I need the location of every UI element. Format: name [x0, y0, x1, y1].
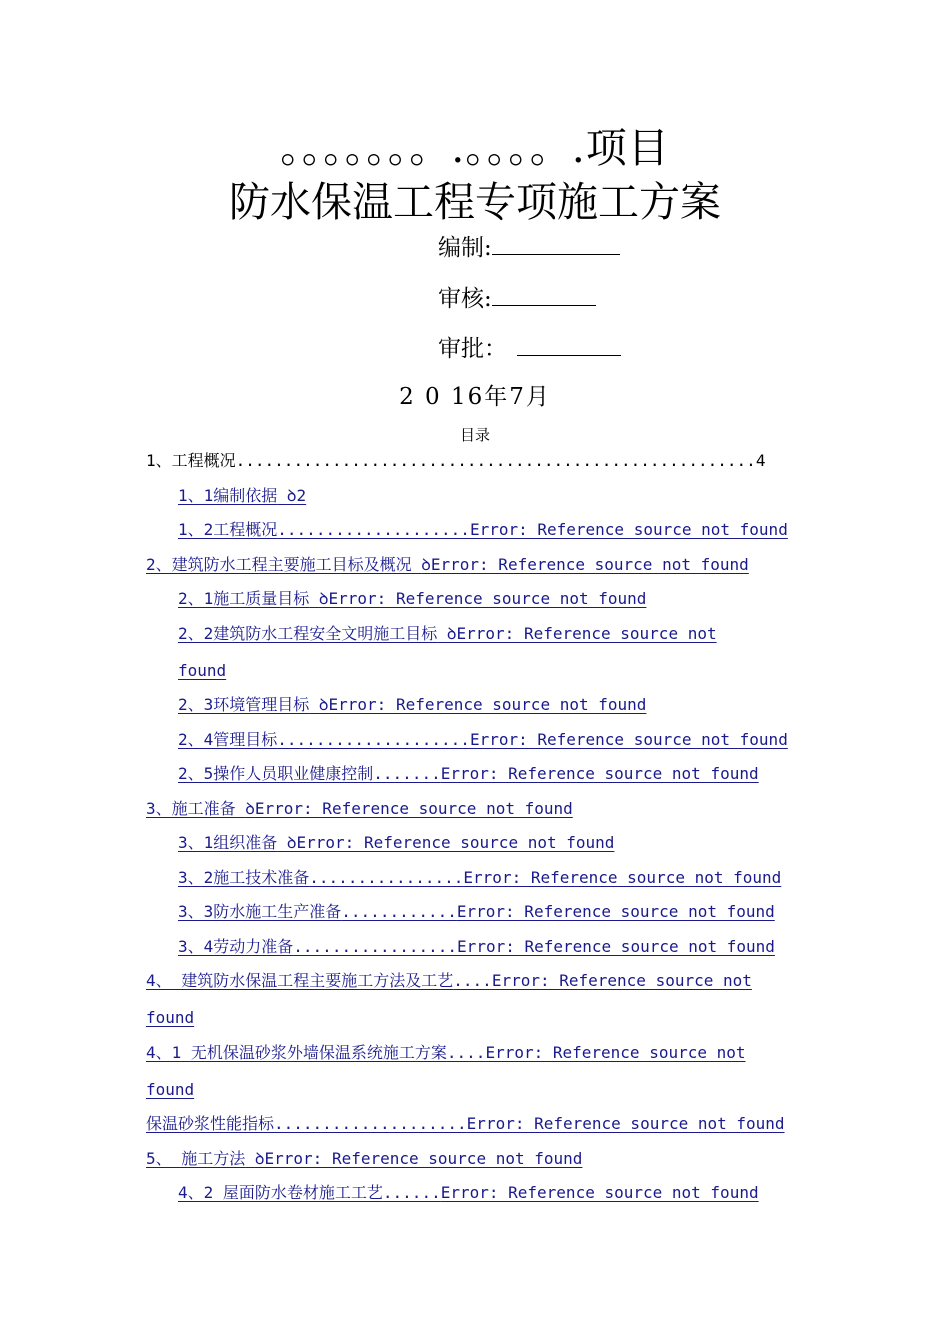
compile-label: 编制:: [438, 235, 492, 261]
toc-entry-5[interactable]: 5、 施工方法 ꝺError: Reference source not found: [146, 1149, 583, 1168]
toc-entry-1-2[interactable]: 1、2工程概况....................Error: Reference source not found: [178, 520, 788, 539]
toc-entry-1[interactable]: 1、工程概况......................................................4: [146, 451, 766, 470]
project-title: 。。。。。。。.。。。。.项目: [280, 124, 670, 172]
toc-entry-2-5[interactable]: 2、5操作人员职业健康控制.......Error: Reference source not found: [178, 764, 759, 783]
toc-bullet-icon: ꝺ: [286, 833, 297, 852]
toc-entry-2-3[interactable]: 2、3环境管理目标 ꝺError: Reference source not found: [178, 695, 647, 714]
toc-entry-insulation-mortar[interactable]: 保温砂浆性能指标....................Error: Reference source not found: [146, 1114, 785, 1133]
toc-entry-2-2[interactable]: 2、2建筑防水工程安全文明施工目标 ꝺError: Reference source not: [178, 624, 717, 643]
toc-entry-2[interactable]: 2、建筑防水工程主要施工目标及概况 ꝺError: Reference source not found: [146, 555, 749, 574]
compile-signature: [438, 232, 620, 264]
toc-entry-2-1[interactable]: 2、1施工质量目标 ꝺError: Reference source not found: [178, 589, 647, 608]
toc-bullet-icon: ꝺ: [286, 486, 297, 505]
toc-bullet-icon: ꝺ: [421, 555, 431, 574]
toc-bullet-icon: ꝺ: [318, 589, 329, 608]
toc-entry-3-3[interactable]: 3、3防水施工生产准备............Error: Reference source not found: [178, 902, 775, 921]
toc-entry-3-1[interactable]: 3、1组织准备 ꝺError: Reference source not found: [178, 833, 615, 852]
toc-entry-1-1[interactable]: 1、1编制依据 ꝺ2: [178, 486, 307, 505]
approve-signature-line: [517, 333, 621, 356]
toc-entry-4[interactable]: 4、 建筑防水保温工程主要施工方法及工艺....Error: Reference source not: [146, 971, 752, 990]
approve-signature: [438, 333, 621, 365]
toc-entry-4-1-cont[interactable]: found: [146, 1080, 195, 1099]
toc-bullet-icon: ꝺ: [446, 624, 457, 643]
toc-entry-2-4[interactable]: 2、4管理目标....................Error: Reference source not found: [178, 730, 788, 749]
toc-entry-3[interactable]: 3、施工准备 ꝺError: Reference source not found: [146, 799, 573, 818]
toc-bullet-icon: ꝺ: [245, 799, 255, 818]
review-signature-line: [492, 283, 596, 306]
document-date: 2 0 16年7月: [399, 384, 551, 410]
review-signature: [438, 283, 596, 315]
toc-bullet-icon: ꝺ: [318, 695, 329, 714]
toc-entry-4-1[interactable]: 4、1 无机保温砂浆外墙保温系统施工方案....Error: Reference source not: [146, 1043, 746, 1062]
toc-entry-3-2[interactable]: 3、2施工技术准备................Error: Reference source not found: [178, 868, 782, 887]
toc-entry-4-2[interactable]: 4、2 屋面防水卷材施工工艺......Error: Reference source not found: [178, 1183, 759, 1202]
toc-entry-4-cont[interactable]: found: [146, 1008, 195, 1027]
review-label: 审核:: [438, 286, 492, 312]
approve-label: 审批：: [438, 336, 507, 362]
document-title: 防水保温工程专项施工方案: [229, 178, 721, 226]
toc-bullet-icon: ꝺ: [254, 1149, 265, 1168]
toc-heading: 目录: [459, 426, 490, 444]
compile-signature-line: [492, 232, 620, 255]
toc-entry-2-2-cont[interactable]: found: [178, 661, 227, 680]
toc-entry-3-4[interactable]: 3、4劳动力准备.................Error: Reference source not found: [178, 937, 775, 956]
